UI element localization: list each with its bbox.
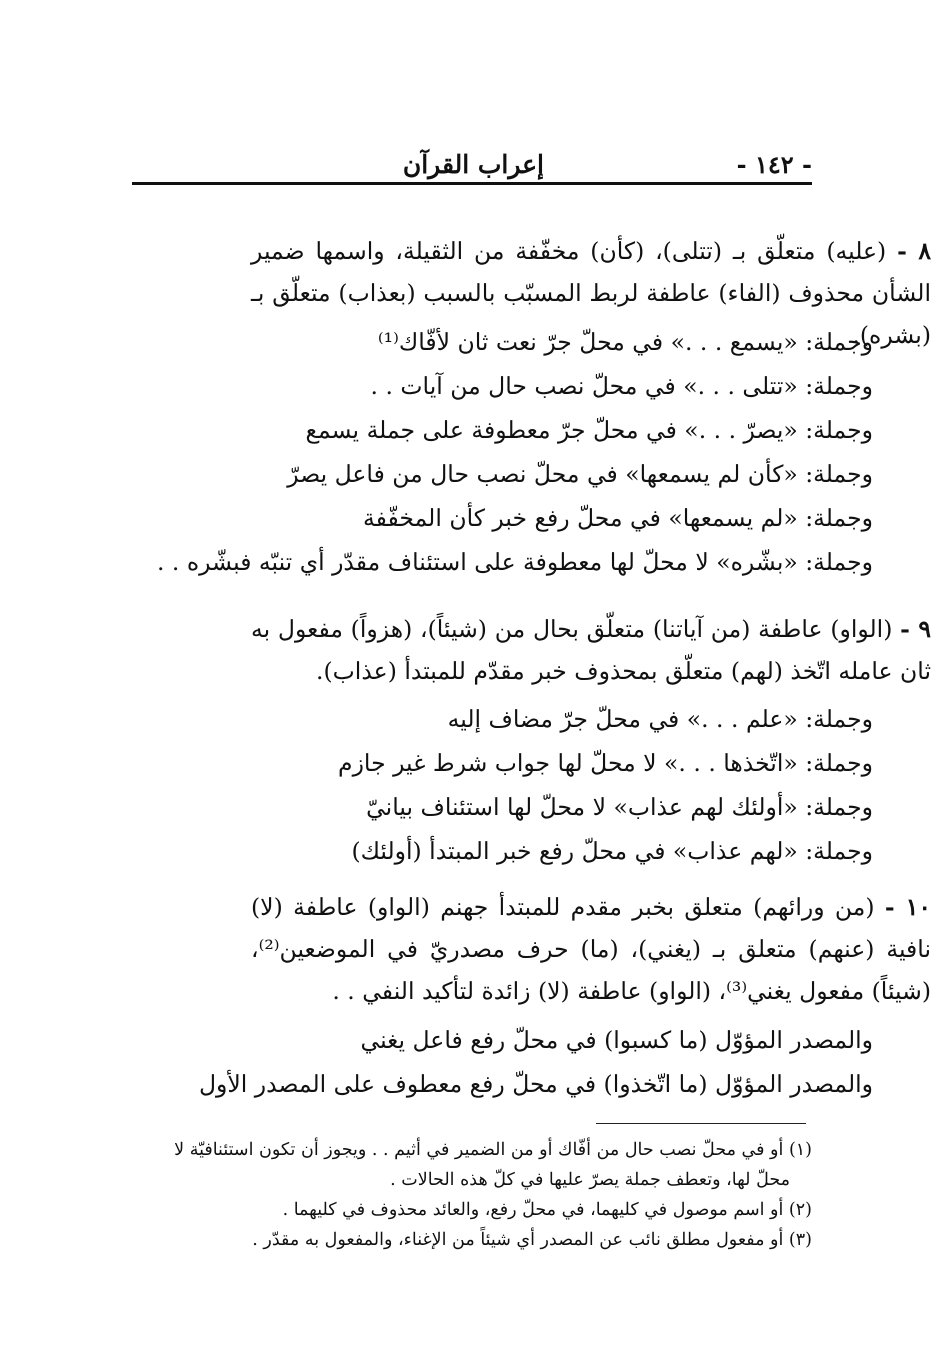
item-10-text: (من ورائهم) متعلق بخبر مقدم للمبتدأ جهنم (الواو) عاطفة (لا) نافية (عنهم) متعلق بـ (يغني)، (ما) حرف مصدريّ في الموضعين⁽²⁾، (شيئاً) مفعول يغني⁽³⁾، (الواو) عاطفة (لا) زائدة لتأكيد النفي . .: [251, 893, 931, 1005]
item-10-line-1: والمصدر المؤوّل (ما كسبوا) في محلّ رفع فاعل يغني: [360, 1026, 873, 1054]
footnote-rule: [596, 1123, 806, 1124]
footnote-3: (٣) أو مفعول مطلق نائب عن المصدر أي شيئاً من الإغناء، والمفعول به مقدّر .: [252, 1230, 812, 1250]
item-8-line-5: وجملة: «لم يسمعها» في محلّ رفع خبر كأن المخفّفة: [363, 504, 873, 532]
footnote-1-continuation: محلّ لها، وتعطف جملة يصرّ عليها في كلّ هذه الحالات .: [390, 1170, 790, 1190]
running-title: إعراب القرآن: [402, 150, 544, 179]
item-9-line-1: وجملة: «علم . . .» في محلّ جرّ مضاف إليه: [447, 705, 873, 733]
item-8-line-6: وجملة: «بشّره» لا محلّ لها معطوفة على استئناف مقدّر أي تنبّه فبشّره . .: [156, 548, 873, 576]
item-8-text: (عليه) متعلّق بـ (تتلى)، (كأن) مخفّفة من الثقيلة، واسمها ضمير الشأن محذوف (الفاء) عاطفة لربط المسبّب بالسبب (بعذاب) متعلّق بـ (بشره).: [251, 237, 931, 349]
item-10-paragraph: [251, 886, 931, 1012]
footnote-2: (٢) أو اسم موصول في كليهما، في محلّ رفع، والعائد محذوف في كليهما .: [282, 1200, 812, 1220]
item-9-paragraph: [251, 608, 931, 692]
item-9-line-2: وجملة: «اتّخذها . . .» لا محلّ لها جواب شرط غير جازم: [338, 749, 873, 777]
item-8-line-2: وجملة: «تتلى . . .» في محلّ نصب حال من آيات . .: [370, 372, 873, 400]
page-number: - ١٤٢ -: [736, 150, 812, 179]
item-9-line-3: وجملة: «أولئك لهم عذاب» لا محلّ لها استئناف بيانيّ: [366, 793, 873, 821]
item-9-number: ٩ -: [900, 615, 931, 643]
item-9-text: (الواو) عاطفة (من آياتنا) متعلّق بحال من (شيئاً)، (هزواً) مفعول به ثان عامله اتّخذ (لهم) متعلّق بمحذوف خبر مقدّم للمبتدأ (عذاب).: [251, 615, 931, 685]
item-9-line-4: وجملة: «لهم عذاب» في محلّ رفع خبر المبتدأ (أولئك): [351, 837, 873, 865]
page-body: [132, 150, 812, 184]
footnotes: [160, 1135, 812, 1255]
item-10-number: ١٠ -: [884, 893, 931, 921]
item-8-line-1: وجملة: «يسمع . . .» في محلّ جرّ نعت ثان لأفّاك⁽¹⁾: [377, 328, 873, 356]
page-header: [132, 150, 812, 184]
footnote-1: (١) أو في محلّ نصب حال من أفّاك أو من الضمير في أثيم . . ويجوز أن تكون استئنافيّة لا: [174, 1140, 812, 1160]
item-8-number: ٨ -: [897, 237, 931, 265]
item-8-line-4: وجملة: «كأن لم يسمعها» في محلّ نصب حال من فاعل يصرّ: [287, 460, 873, 488]
item-10-line-2: والمصدر المؤوّل (ما اتّخذوا) في محلّ رفع معطوف على المصدر الأول: [198, 1070, 873, 1098]
item-8-line-3: وجملة: «يصرّ . . .» في محلّ جرّ معطوفة على جملة يسمع: [305, 416, 873, 444]
